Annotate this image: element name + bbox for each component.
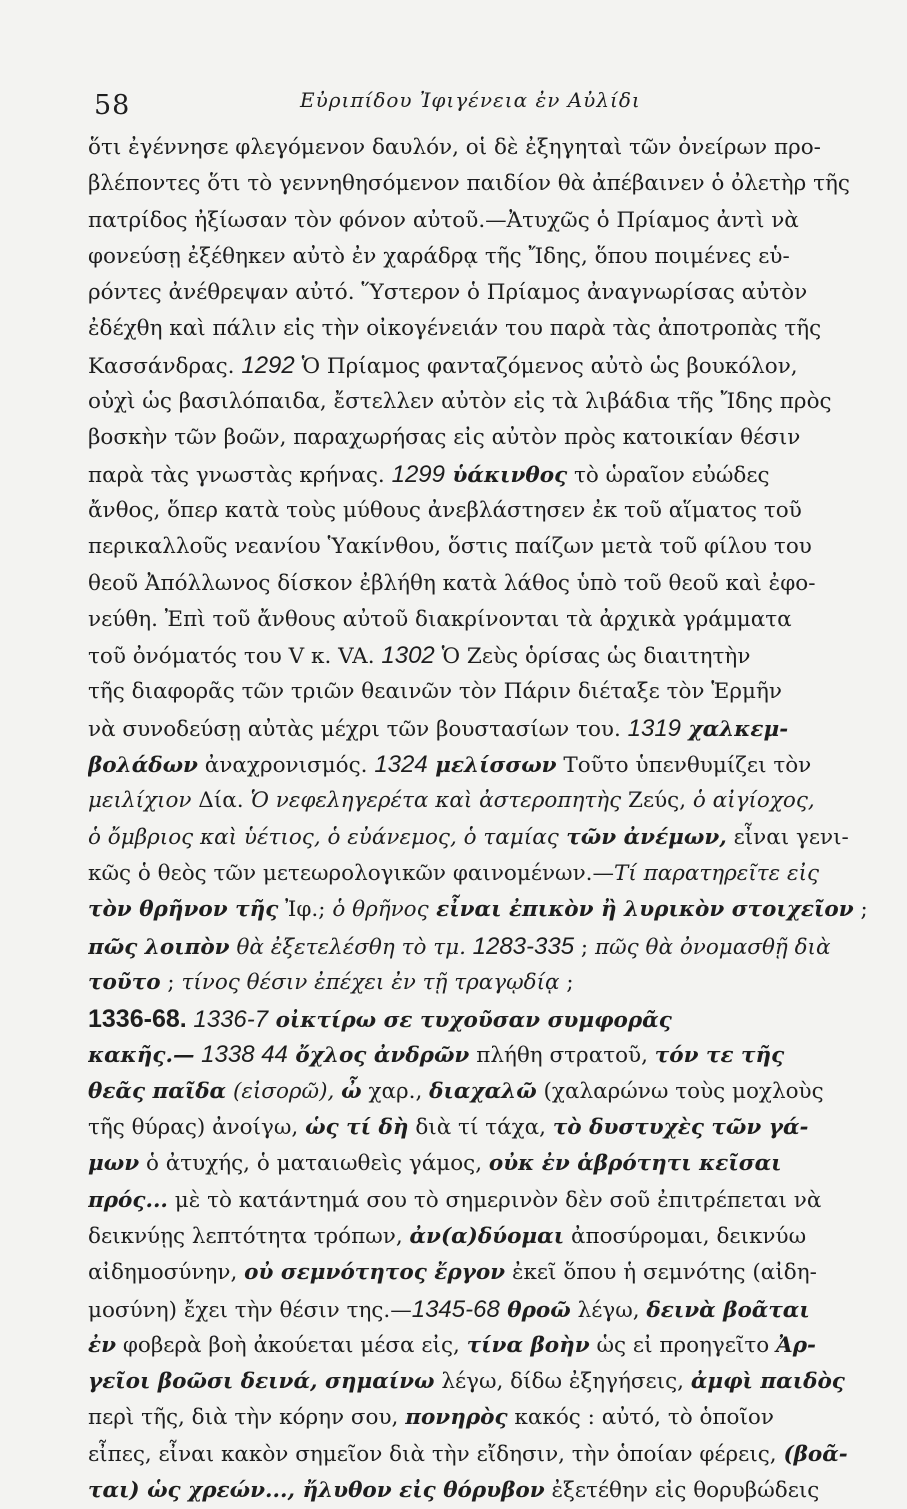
text-line: [88, 566, 868, 602]
text-run: γεῖοι βοῶσι δεινά, σημαίνω: [88, 1369, 435, 1395]
text-run: πῶς θὰ ὀνομασθῇ διὰ: [594, 934, 831, 960]
text-run: πονηρὸς: [405, 1405, 508, 1431]
text-run: θεοῦ Ἀπόλλωνος δίσκον ἐβλήθη κατὰ λάθος ὑπὸ τοῦ θεοῦ καὶ ἐφο-: [88, 570, 816, 596]
text-line: [88, 1146, 868, 1182]
text-run: διὰ τί τάχα,: [408, 1115, 553, 1141]
text-run: ὁ αἰγίοχος,: [692, 788, 815, 814]
text-run: ὑάκινθος: [445, 462, 568, 488]
text-run: ;: [160, 969, 182, 995]
text-run: τῶν ἀνέμων,: [558, 824, 727, 850]
text-run: τοῦτο: [88, 969, 161, 995]
text-run: δεικνύῃς λεπτότητα τρόπων,: [88, 1223, 410, 1249]
text-run: κῶς ὁ θεὸς τῶν μετεωρολογικῶν φαινομένων.—: [88, 860, 614, 886]
text-line: [88, 856, 868, 892]
text-run: 1336-68.: [88, 1005, 187, 1034]
text-run: Δία.: [191, 788, 251, 814]
text-run: Τί παρατηρεῖτε εἰς: [613, 860, 820, 886]
running-title: Εὐριπίδου Ἰφιγένεια ἐν Αὐλίδι: [300, 88, 641, 112]
text-line: [88, 203, 868, 239]
text-run: τόν τε τῆς: [654, 1043, 785, 1069]
text-run: Τοῦτο ὑπενθυμίζει τὸν: [556, 753, 812, 779]
text-run: τίνα βοὴν: [466, 1332, 590, 1358]
text-run: χαλκεμ-: [681, 716, 789, 742]
text-line: [88, 602, 868, 638]
text-run: τοῦ ὀνόματός του V κ. VA.: [88, 644, 382, 670]
text-run: δεινὰ βοᾶται: [646, 1297, 810, 1323]
text-run: 1345-68: [411, 1295, 500, 1323]
text-run: ;: [853, 897, 868, 923]
text-run: θροῶ: [499, 1297, 571, 1323]
text-line: [88, 1437, 868, 1473]
text-run: οἰκτίρω σε τυχοῦσαν συμφορᾶς: [268, 1008, 672, 1034]
text-run: τὸ ὡραῖον εὐώδες: [567, 462, 770, 488]
text-run: (βοᾶ-: [783, 1441, 848, 1467]
text-run: ἄνθος, ὅπερ κατὰ τοὺς μύθους ἀνεβλάστησεν ἐκ τοῦ αἵματος τοῦ: [88, 497, 802, 523]
text-run: παρὰ τὰς γνωστὰς κρήνας.: [88, 462, 392, 488]
text-run: Κασσάνδρας.: [88, 353, 242, 379]
text-run: ὡς εἰ προηγεῖτο: [589, 1332, 777, 1358]
text-run: ὦ: [341, 1078, 362, 1104]
text-run: Ὁ Ζεὺς ὁρίσας ὡς διαιτητὴν: [434, 644, 751, 670]
text-run: (εἰσορῶ),: [226, 1078, 342, 1104]
text-run: ἐκεῖ ὅπου ἡ σεμνότης (αἰδη-: [505, 1260, 817, 1286]
text-line: [88, 1074, 868, 1110]
text-run: μειλίχιον: [88, 788, 192, 814]
text-line: [88, 711, 868, 747]
text-run: ὡς τί δὴ: [305, 1115, 409, 1141]
text-run: αἰδημοσύνην,: [88, 1260, 245, 1286]
text-run: 1299: [391, 460, 445, 488]
text-run: οὐχὶ ὡς βασιλόπαιδα, ἔστελλεν αὐτὸν εἰς τὰ λιβάδια τῆς Ἴδης πρὸς: [88, 389, 832, 415]
text-line: [88, 1400, 868, 1436]
text-run: ;: [574, 934, 595, 960]
text-line: [88, 420, 868, 456]
text-run: βολάδων: [88, 753, 198, 779]
text-run: νὰ συνοδεύσῃ αὐτὰς μέχρι τῶν βουστασίων του.: [88, 716, 628, 742]
text-line: [88, 130, 868, 166]
text-run: 1338 44: [194, 1041, 288, 1069]
text-line: [88, 348, 868, 384]
text-run: φοβερὰ βοὴ ἀκούεται μέσα εἰς,: [116, 1332, 467, 1358]
text-line: [88, 311, 868, 347]
text-run: ἤλυθον εἰς θόρυβον: [294, 1477, 545, 1503]
text-run: θεᾶς παῖδα: [88, 1078, 227, 1104]
text-run: ἐν: [88, 1332, 116, 1358]
text-line: [88, 275, 868, 311]
text-run: τὸ δυστυχὲς τῶν γά-: [552, 1115, 809, 1141]
text-run: ρόντες ἀνέθρεψαν αὐτό. Ὕστερον ὁ Πρίαμος ἀναγνωρίσας αὐτὸν: [88, 280, 808, 306]
text-run: ὄχλος ἀνδρῶν: [287, 1043, 470, 1069]
text-run: περὶ τῆς, διὰ τὴν κόρην σου,: [88, 1405, 406, 1431]
text-run: ἀν(α)δύομαι: [409, 1223, 565, 1249]
text-run: πρός...: [88, 1187, 168, 1213]
text-line: [88, 1364, 868, 1400]
text-run: μοσύνη) ἔχει τὴν θέσιν της.—: [88, 1297, 412, 1323]
text-line: [88, 1292, 868, 1328]
page-number: 58: [94, 90, 131, 121]
commentary-text: [88, 130, 868, 1509]
text-line: [88, 965, 868, 1001]
text-run: ται) ὡς χρεών...,: [88, 1477, 295, 1503]
text-line: [88, 638, 868, 674]
text-run: τίνος θέσιν ἐπέχει ἐν τῇ τραγῳδίᾳ: [181, 969, 560, 995]
text-run: 1283-335: [465, 932, 575, 960]
text-line: [88, 1328, 868, 1364]
text-run: οὐκ ἐν ἁβρότητι κεῖσαι: [488, 1151, 782, 1177]
text-run: ὁ θρῆνος: [332, 897, 429, 923]
text-run: οὐ σεμνότητος ἔργον: [244, 1260, 506, 1286]
text-run: ἀναχρονισμός.: [197, 753, 375, 779]
text-line: [88, 1001, 868, 1037]
text-run: Ὁ Πρίαμος φανταζόμενος αὐτὸ ὡς βουκόλον,: [294, 353, 798, 379]
text-line: [88, 493, 868, 529]
text-run: ὁ ὄμβριος καὶ ὑέτιος, ὁ εὐάνεμος, ὁ ταμίας: [88, 824, 559, 850]
text-run: ἐξετέθην εἰς θορυβώδεις: [544, 1477, 820, 1503]
text-run: βλέποντες ὅτι τὸ γεννηθησόμενον παιδίον θὰ ἀπέβαινεν ὁ ὀλετὴρ τῆς: [88, 171, 850, 197]
text-line: [88, 674, 868, 710]
text-line: [88, 929, 868, 965]
text-run: ἀποσύρομαι, δεικνύω: [564, 1223, 807, 1249]
text-run: μὲ τὸ κατάντημά σου τὸ σημερινὸν δὲν σοῦ ἐπιτρέπεται νὰ: [167, 1187, 822, 1213]
text-run: ὁ ἀτυχής, ὁ ματαιωθεὶς γάμος,: [139, 1151, 489, 1177]
text-line: [88, 1037, 868, 1073]
text-run: τὸν θρῆνον τῆς: [88, 897, 279, 923]
text-line: [88, 166, 868, 202]
text-line: [88, 1473, 868, 1509]
text-run: τῆς θύρας) ἀνοίγω,: [88, 1115, 306, 1141]
text-line: [88, 239, 868, 275]
text-run: 1292: [241, 351, 295, 379]
text-run: 1319: [627, 714, 682, 742]
text-line: [88, 783, 868, 819]
text-run: θὰ ἐξετελέσθη τὸ τμ.: [229, 934, 466, 960]
text-run: νεύθη. Ἐπὶ τοῦ ἄνθους αὐτοῦ διακρίνονται τὰ ἀρχικὰ γράμματα: [88, 606, 792, 632]
text-line: [88, 384, 868, 420]
text-run: μελίσσων: [427, 753, 557, 779]
text-run: περικαλλοῦς νεανίου Ὑακίνθου, ὅστις παίζων μετὰ τοῦ φίλου του: [88, 534, 812, 560]
text-run: 1324: [374, 751, 428, 779]
text-run: Ὁ νεφεληγερέτα καὶ ἀστεροπητὴς: [250, 788, 622, 814]
text-run: φονεύσῃ ἐξέθηκεν αὐτὸ ἐν χαράδρᾳ τῆς Ἴδης, ὅπου ποιμένες εὑ-: [88, 243, 790, 269]
text-run: πλήθη στρατοῦ,: [469, 1043, 655, 1069]
text-line: [88, 747, 868, 783]
text-run: εἶπες, εἶναι κακὸν σημεῖον διὰ τὴν εἴδησιν, τὴν ὁποίαν φέρεις,: [88, 1441, 784, 1467]
text-run: τῆς διαφορᾶς τῶν τριῶν θεαινῶν τὸν Πάριν διέταξε τὸν Ἑρμῆν: [88, 679, 782, 705]
text-run: Ἰφ.;: [278, 897, 333, 923]
text-run: πατρίδος ἠξίωσαν τὸν φόνον αὐτοῦ.—Ἀτυχῶς ὁ Πρίαμος ἀντὶ νὰ: [88, 207, 799, 233]
text-line: [88, 1255, 868, 1291]
text-run: λέγω, δίδω ἐξηγήσεις,: [434, 1369, 691, 1395]
text-run: (χαλαρώνω τοὺς μοχλοὺς: [536, 1078, 824, 1104]
text-run: διαχαλῶ: [429, 1078, 537, 1104]
text-run: κακῆς.—: [88, 1043, 195, 1069]
text-run: ἀμφὶ παιδὸς: [690, 1369, 845, 1395]
text-line: [88, 1110, 868, 1146]
text-run: χαρ.,: [361, 1078, 430, 1104]
text-run: λέγω,: [570, 1297, 647, 1323]
text-run: Ἀρ-: [776, 1332, 816, 1358]
text-line: [88, 1219, 868, 1255]
page-header: [88, 80, 863, 120]
text-line: [88, 1183, 868, 1219]
text-line: [88, 820, 868, 856]
text-line: [88, 457, 868, 493]
text-run: 1336-7: [186, 1006, 269, 1034]
text-run: ἐδέχθη καὶ πάλιν εἰς τὴν οἰκογένειάν του παρὰ τὰς ἀποτροπὰς τῆς: [88, 316, 822, 342]
text-run: ὅτι ἐγέννησε φλεγόμενον δαυλόν, οἱ δὲ ἐξηγηταὶ τῶν ὀνείρων προ-: [88, 135, 821, 160]
text-line: [88, 529, 868, 565]
text-line: [88, 892, 868, 928]
text-run: 1302: [381, 642, 435, 670]
text-run: κακός : αὐτό, τὸ ὁποῖον: [507, 1405, 774, 1431]
text-run: εἶναι ἐπικὸν ἢ λυρικὸν στοιχεῖον: [428, 897, 854, 923]
text-run: ;: [559, 969, 574, 995]
text-run: πῶς λοιπὸν: [88, 934, 230, 960]
text-run: Ζεύς,: [621, 788, 693, 814]
text-run: εἶναι γενι-: [726, 824, 849, 850]
text-run: μων: [88, 1151, 140, 1177]
text-run: βοσκὴν τῶν βοῶν, παραχωρήσας εἰς αὐτὸν πρὸς κατοικίαν θέσιν: [88, 425, 801, 451]
